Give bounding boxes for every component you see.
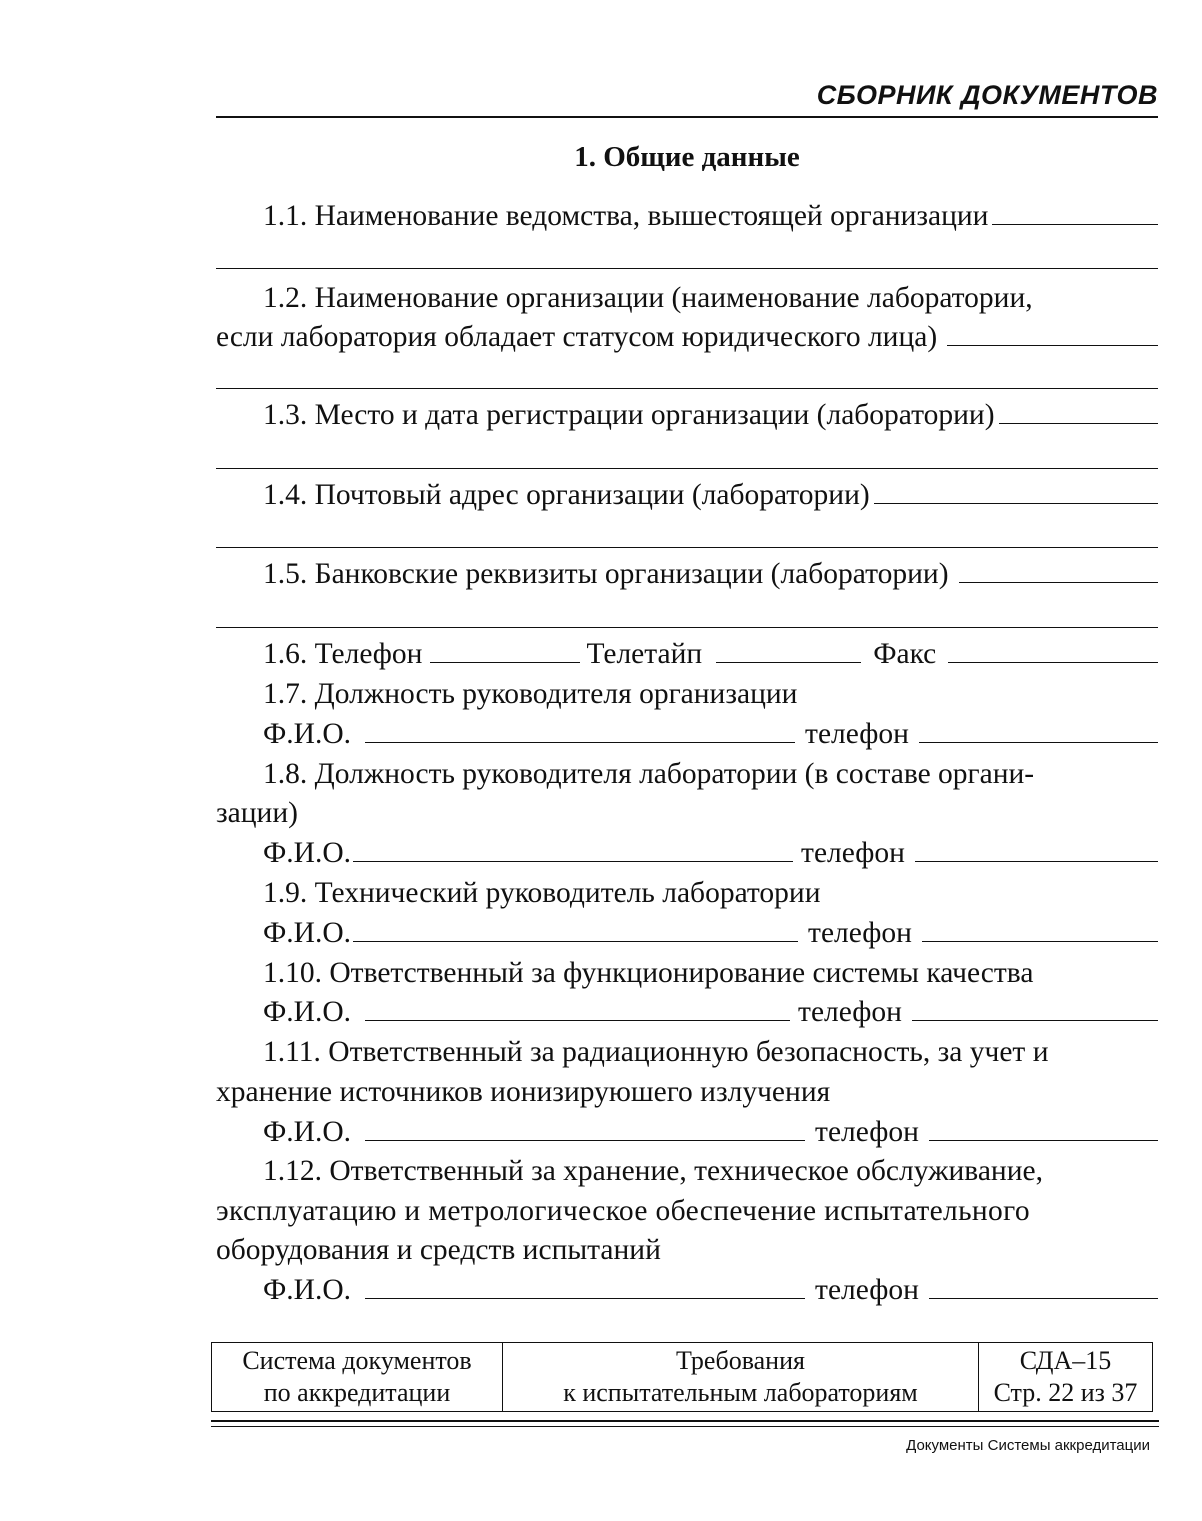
item-1-2-line2 [216,319,1158,355]
teletype-label: Телетайп [586,638,703,670]
item-1-12-line3: оборудования и средств испытаний [216,1234,661,1266]
blank-field [948,640,1158,663]
blank-line [216,268,1158,269]
blank-field [959,560,1158,583]
item-1-11-line1: 1.11. Ответственный за радиационную безопасность, за учет и [263,1036,1049,1068]
item-1-10: 1.10. Ответственный за функционирование системы качества [263,957,1034,989]
table-row [212,1343,1153,1412]
fio-row-1-9 [216,915,1158,951]
blank-field [922,919,1158,942]
item-1-4 [216,477,1158,513]
fio-row-1-11 [216,1114,1158,1150]
bottom-rule [211,1420,1159,1422]
blank-field [430,640,580,663]
item-1-3 [216,397,1158,433]
phone-label: телефон [815,1116,919,1148]
footer-requirements-line2: к испытательным лабораториям [563,1378,918,1407]
blank-field [915,839,1158,862]
item-1-11-line2: хранение источников ионизируюшего излучения [216,1076,831,1108]
fio-label: Ф.И.О. [263,917,352,949]
fax-label: Факс [873,638,937,670]
blank-field [992,202,1158,225]
blank-field [912,998,1158,1021]
running-header: СБОРНИК ДОКУМЕНТОВ [816,80,1158,110]
phone-label: телефон [801,837,905,869]
blank-field [874,481,1158,504]
item-1-9: 1.9. Технический руководитель лаборатории [263,877,821,909]
item-1-3-text: 1.3. Место и дата регистрации организации (лаборатории) [263,399,995,431]
fio-label: Ф.И.О. [263,837,352,869]
blank-field [365,1276,805,1299]
phone-label: телефон [815,1274,919,1306]
footer-requirements-cell [503,1343,979,1412]
footer-system-line2: по аккредитации [263,1378,451,1407]
footer-requirements-line1: Требования [676,1346,805,1375]
item-1-6 [216,636,1158,672]
fio-label: Ф.И.О. [263,718,352,750]
fio-row-1-8 [216,835,1158,871]
item-1-12-line1: 1.12. Ответственный за хранение, техническое обслуживание, [263,1155,1043,1187]
fio-row-1-12 [216,1272,1158,1308]
footer-system-cell [212,1343,503,1412]
phone-label: телефон [808,917,912,949]
blank-line [216,547,1158,548]
item-1-2-line1: 1.2. Наименование организации (наименование лаборатории, [263,282,1033,314]
phone-label: 1.6. Телефон [263,638,423,670]
item-1-1 [216,198,1158,234]
blank-field [365,720,795,743]
item-1-8-line2: зации) [216,797,298,829]
footer-doc-code: СДА–15 [1019,1346,1112,1375]
blank-field [365,998,790,1021]
item-1-12-line2: эксплуатацию и метрологическое обеспечение испытательного [216,1195,1030,1227]
fio-label: Ф.И.О. [263,996,352,1028]
fio-row-1-7 [216,716,1158,752]
blank-field [999,401,1158,424]
item-1-4-text: 1.4. Почтовый адрес организации (лаборатории) [263,479,870,511]
blank-line [216,627,1158,628]
section-title: 1. Общие данные [574,141,800,173]
blank-line [216,468,1158,469]
blank-field [353,839,793,862]
blank-field [929,1276,1158,1299]
footer-system-line1: Система документов [242,1346,472,1375]
bottom-label: Документы Системы аккредитации [906,1437,1150,1454]
phone-label: телефон [798,996,902,1028]
footer-table [211,1342,1153,1412]
blank-field [365,1118,805,1141]
footer-doc-cell [979,1343,1153,1412]
blank-field [716,640,861,663]
item-1-5-text: 1.5. Банковские реквизиты организации (лаборатории) [263,558,949,590]
item-1-8-line1: 1.8. Должность руководителя лаборатории (в составе органи- [263,758,1035,790]
blank-field [353,919,798,942]
blank-line [216,388,1158,389]
item-1-2-text: если лаборатория обладает статусом юридического лица) [216,321,938,353]
bottom-rule-thin [211,1426,1159,1427]
blank-field [947,323,1158,346]
phone-label: телефон [805,718,909,750]
blank-field [919,720,1158,743]
fio-label: Ф.И.О. [263,1116,352,1148]
header-rule [216,116,1158,118]
blank-field [929,1118,1158,1141]
fio-label: Ф.И.О. [263,1274,352,1306]
footer-page-number: Стр. 22 из 37 [993,1378,1138,1407]
fio-row-1-10 [216,994,1158,1030]
item-1-1-text: 1.1. Наименование ведомства, вышестоящей организации [263,200,989,232]
item-1-7: 1.7. Должность руководителя организации [263,678,798,710]
item-1-5 [216,556,1158,592]
